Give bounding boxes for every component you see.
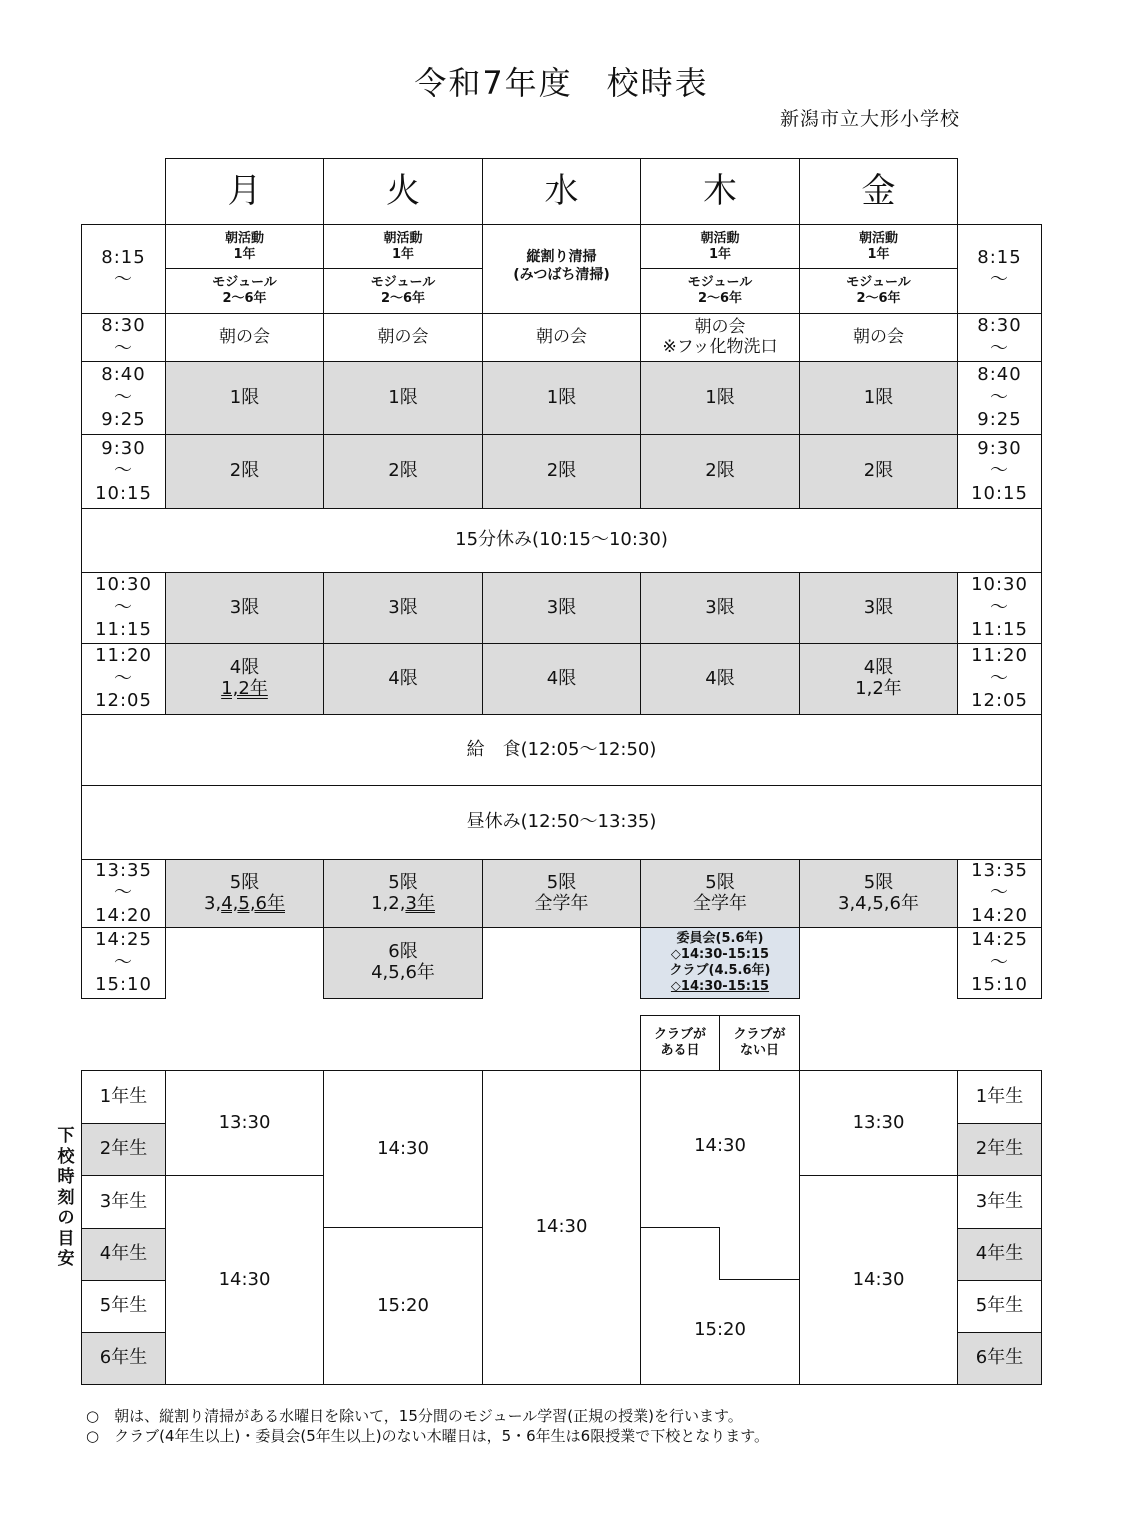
grade-right-5: 5年生 <box>957 1280 1042 1333</box>
time-right-period2: 9:30 〜 10:15 <box>957 434 1042 509</box>
time-right-period1: 8:40 〜 9:25 <box>957 361 1042 435</box>
dismissal-thu-late: 15:20 <box>694 1319 746 1340</box>
period2-tue: 2限 <box>323 434 483 509</box>
period1-wed: 1限 <box>482 361 641 435</box>
dismissal-tue-grades-1-3: 14:30 <box>323 1070 483 1228</box>
note-1: ○ 朝は、縦割り清掃がある水曜日を除いて，15分間のモジュール学習(正規の授業)を行います。 <box>86 1407 743 1425</box>
recess-row: 昼休み(12:50〜13:35) <box>81 785 1042 860</box>
module-fri: モジュール 2〜6年 <box>799 268 958 314</box>
time-right-morning: 8:15 〜 <box>957 224 1042 314</box>
dismissal-tue-grades-4-6: 15:20 <box>323 1227 483 1385</box>
grade-right-6: 6年生 <box>957 1332 1042 1385</box>
meeting-wed: 朝の会 <box>482 313 641 362</box>
grade-left-3: 3年生 <box>81 1175 166 1229</box>
period3-tue: 3限 <box>323 572 483 644</box>
lunch-row: 給 食(12:05〜12:50) <box>81 714 1042 786</box>
grade-left-1: 1年生 <box>81 1070 166 1124</box>
period3-thu: 3限 <box>640 572 800 644</box>
dismissal-vertical-label: 下 校 時 刻 の 目 安 <box>57 1126 75 1269</box>
page-title: 令和7年度 校時表 <box>414 64 709 102</box>
period4-mon: 4限 1,2年 <box>165 643 324 715</box>
time-left-period6: 14:25 〜 15:10 <box>81 927 166 999</box>
meeting-mon: 朝の会 <box>165 313 324 362</box>
time-left-morning: 8:15 〜 <box>81 224 166 314</box>
no-club-day-header: クラブが ない日 <box>719 1015 800 1071</box>
period5-fri: 5限 3,4,5,6年 <box>799 859 958 928</box>
period2-thu: 2限 <box>640 434 800 509</box>
dismissal-mon-grades-3-6: 14:30 <box>165 1175 324 1385</box>
grade-right-3: 3年生 <box>957 1175 1042 1229</box>
break-15min: 15分休み(10:15〜10:30) <box>81 508 1042 573</box>
meeting-tue: 朝の会 <box>323 313 483 362</box>
time-left-period2: 9:30 〜 10:15 <box>81 434 166 509</box>
period5-tue: 5限 1,2,3年 <box>323 859 483 928</box>
grade-left-6: 6年生 <box>81 1332 166 1385</box>
note-2: ○ クラブ(4年生以上)・委員会(5年生以上)のない木曜日は，5・6年生は6限授業で下校となります。 <box>86 1427 770 1445</box>
grade-left-4: 4年生 <box>81 1228 166 1281</box>
thu-step-line-upper <box>640 1227 720 1228</box>
thu-step-line-vertical <box>719 1227 720 1280</box>
period2-mon: 2限 <box>165 434 324 509</box>
dismissal-wed-all: 14:30 <box>482 1070 641 1385</box>
time-right-period3: 10:30 〜 11:15 <box>957 572 1042 644</box>
grade-right-2: 2年生 <box>957 1123 1042 1176</box>
period1-tue: 1限 <box>323 361 483 435</box>
grade-left-5: 5年生 <box>81 1280 166 1333</box>
day-header-mon: 月 <box>165 158 324 225</box>
module-mon: モジュール 2〜6年 <box>165 268 324 314</box>
day-header-fri: 金 <box>799 158 958 225</box>
period2-wed: 2限 <box>482 434 641 509</box>
period5-wed: 5限 全学年 <box>482 859 641 928</box>
time-left-period1: 8:40 〜 9:25 <box>81 361 166 435</box>
time-left-period4: 11:20 〜 12:05 <box>81 643 166 715</box>
morning-activity-fri: 朝活動 1年 <box>799 224 958 269</box>
meeting-thu: 朝の会 ※フッ化物洗口 <box>640 313 800 362</box>
cleaning-wed: 縦割り清掃 (みつばち清掃) <box>482 224 641 314</box>
time-right-period6: 14:25 〜 15:10 <box>957 927 1042 999</box>
morning-activity-thu: 朝活動 1年 <box>640 224 800 269</box>
time-right-meeting: 8:30 〜 <box>957 313 1042 362</box>
period2-fri: 2限 <box>799 434 958 509</box>
day-header-thu: 木 <box>640 158 800 225</box>
dismissal-fri-grades-1-2: 13:30 <box>799 1070 958 1176</box>
dismissal-fri-grades-3-6: 14:30 <box>799 1175 958 1385</box>
time-right-period4: 11:20 〜 12:05 <box>957 643 1042 715</box>
module-tue: モジュール 2〜6年 <box>323 268 483 314</box>
notes <box>86 1406 769 1446</box>
morning-activity-tue: 朝活動 1年 <box>323 224 483 269</box>
period5-thu: 5限 全学年 <box>640 859 800 928</box>
period3-wed: 3限 <box>482 572 641 644</box>
period3-fri: 3限 <box>799 572 958 644</box>
time-left-period5: 13:35 〜 14:20 <box>81 859 166 928</box>
grade-left-2: 2年生 <box>81 1123 166 1176</box>
time-left-meeting: 8:30 〜 <box>81 313 166 362</box>
period1-mon: 1限 <box>165 361 324 435</box>
module-thu: モジュール 2〜6年 <box>640 268 800 314</box>
period1-fri: 1限 <box>799 361 958 435</box>
thu-step-line-lower <box>719 1279 800 1280</box>
period3-mon: 3限 <box>165 572 324 644</box>
school-name: 新潟市立大形小学校 <box>780 108 961 130</box>
grade-right-1: 1年生 <box>957 1070 1042 1124</box>
dismissal-mon-grades-1-2: 13:30 <box>165 1070 324 1176</box>
period4-thu: 4限 <box>640 643 800 715</box>
period1-thu: 1限 <box>640 361 800 435</box>
dismissal-thu-early: 14:30 <box>694 1135 746 1156</box>
period4-tue: 4限 <box>323 643 483 715</box>
time-right-period5: 13:35 〜 14:20 <box>957 859 1042 928</box>
meeting-fri: 朝の会 <box>799 313 958 362</box>
grade-right-4: 4年生 <box>957 1228 1042 1281</box>
morning-activity-mon: 朝活動 1年 <box>165 224 324 269</box>
period6-thu-club: 委員会(5.6年) ◇14:30-15:15 クラブ(4.5.6年) ◇14:30-15:15 <box>640 927 800 999</box>
day-header-tue: 火 <box>323 158 483 225</box>
period4-fri: 4限 1,2年 <box>799 643 958 715</box>
period5-mon: 5限 3,4,5,6年 <box>165 859 324 928</box>
club-day-header: クラブが ある日 <box>640 1015 720 1071</box>
time-left-period3: 10:30 〜 11:15 <box>81 572 166 644</box>
day-header-wed: 水 <box>482 158 641 225</box>
period6-tue: 6限 4,5,6年 <box>323 927 483 999</box>
period4-wed: 4限 <box>482 643 641 715</box>
